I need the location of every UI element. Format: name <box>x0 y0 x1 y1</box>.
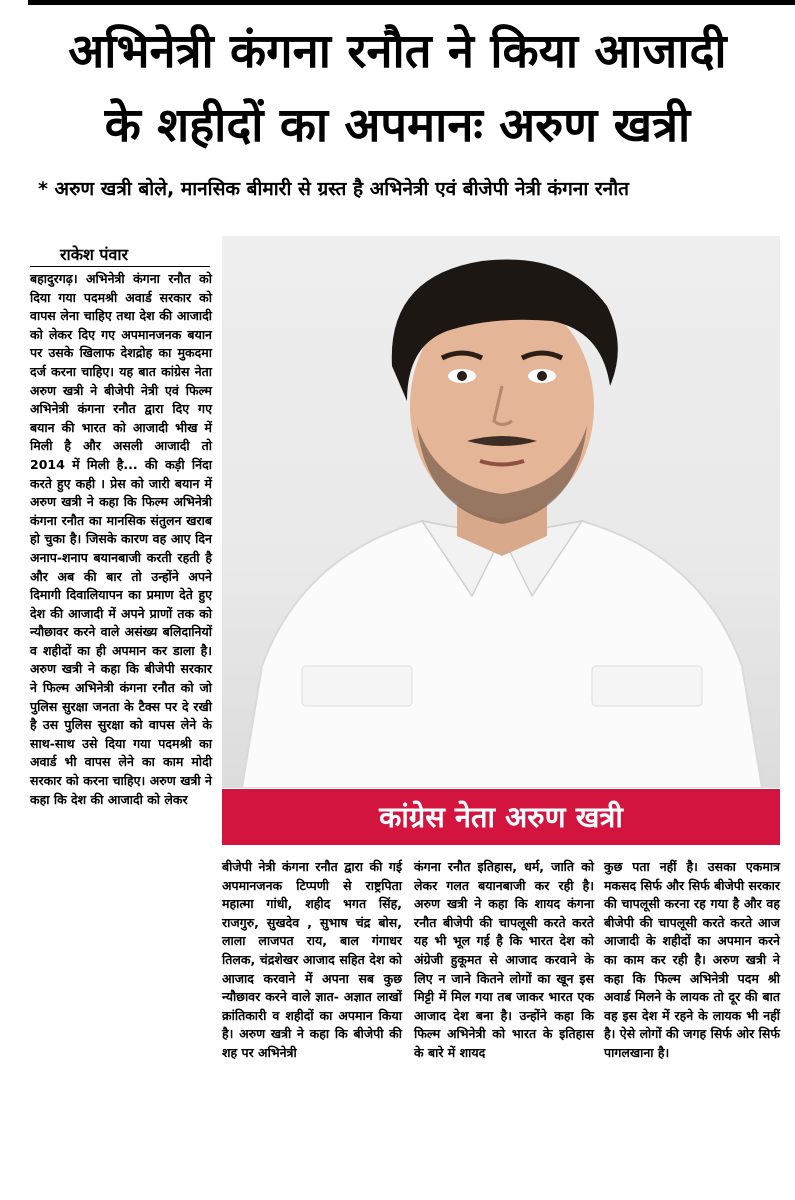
article-text-col2: बीजेपी नेत्री कंगना रनौत द्वारा की गई अपमानजनक टिप्पणी से राष्ट्रपिता महात्मा गांधी, शहीद भगत सिंह, राजगुरु, सुखदेव , सुभाष चंद्र बोस, लाला लाजपत राय, बाल गंगाधर तिलक, चंद्रशेखर आजाद सहित देश को आजाद करवाने में अपना सब कुछ न्यौछावर करने वाले ज्ञात- अज्ञात लाखों क्रांतिकारी व शहीदों का अपमान किया है। अरुण खत्री ने कहा कि बीजेपी की शह पर अभिनेत्री <box>222 859 402 1060</box>
article-column-4 <box>604 858 780 1063</box>
article-column-3 <box>414 858 594 1063</box>
subheadline: * अरुण खत्री बोले, मानसिक बीमारी से ग्रस्त है अभिनेत्री एवं बीजेपी नेत्री कंगना रनौत <box>38 178 629 200</box>
photo-caption: कांग्रेस नेता अरुण खत्री <box>222 789 780 845</box>
article-column-1 <box>30 270 212 809</box>
top-rule <box>28 0 795 5</box>
byline: राकेश पंवार <box>60 245 129 264</box>
headline-line-2: के शहीदों का अपमानः अरुण खत्री <box>104 98 691 153</box>
article-column-2 <box>222 858 402 1063</box>
portrait-illustration <box>222 236 780 788</box>
byline-rule <box>30 266 210 267</box>
article-text-col1: बहादुरगढ़। अभिनेत्री कंगना रनौत को दिया गया पदमश्री अवार्ड सरकार को वापस लेना चाहिए तथा देश की आजादी को लेकर दिए गए अपमानजनक बयान पर उसके खिलाफ देशद्रोह का मुकदमा दर्ज करना चाहिए। यह बात कांग्रेस नेता अरुण खत्री ने बीजेपी नेत्री एवं फिल्म अभिनेत्री कंगना रनौत द्वारा दिए गए बयान की भारत को आजादी भीख में मिली है और असली आजादी तो 2014 में मिली है... की कड़ी निंदा करते हुए कही । प्रेस को जारी बयान में अरुण खत्री ने कहा कि फिल्म अभिनेत्री कंगना रनौत का मानसिक संतुलन खराब हो चुका है। जिसके कारण वह आए दिन अनाप-शनाप बयानबाजी करती रहती है और अब की बार तो उन्होंने अपने दिमागी दिवालियापन का प्रमाण देते हुए देश की आजादी में अपने प्राणों तक को न्यौछावर करने वाले असंख्य बलिदानियों व शहीदों का ही अपमान कर डाला है। अरुण खत्री ने कहा कि बीजेपी सरकार ने फिल्म अभिनेत्री कंगना रनौत को जो पुलिस सुरक्षा जनता के टैक्स पर दे रखी है उस पुलिस सुरक्षा को वापस लेने के साथ-साथ उसे दिया गया पदमश्री का अवार्ड भी वापस लेने का काम मोदी सरकार को करना चाहिए। अरुण खत्री ने कहा कि देश की आजादी को लेकर <box>30 271 212 807</box>
article-text-col4: कुछ पता नहीं है। उसका एकमात्र मकसद सिर्फ और सिर्फ बीजेपी सरकार की चापलूसी करना रह गया है और वह बीजेपी की चापलूसी करते करते आज आजादी के शहीदों का अपमान करने का काम कर रही है। अरुण खत्री ने कहा कि फिल्म अभिनेत्री पदम श्री अवार्ड मिलने के लायक तो दूर की बात वह इस देश में रहने के लायक भी नहीं है। ऐसे लोगों की जगह सिर्फ ओर सिर्फ पागलखाना है। <box>604 859 780 1060</box>
headline-line-1: अभिनेत्री कंगना रनौत ने किया आजादी <box>68 24 727 79</box>
article-text-col3: कंगना रनौत इतिहास, धर्म, जाति को लेकर गलत बयानबाजी कर रही है। अरुण खत्री ने कहा कि शायद कंगना रनौत बीजेपी की चापलूसी करते करते यह भी भूल गई है कि भारत देश को अंग्रेजी हुकूमत से आजाद करवाने के लिए न जाने कितने लोगों का खून इस मिट्टी में मिल गया तब जाकर भारत एक आजाद देश बना है। उन्होंने कहा कि फिल्म अभिनेत्री को भारत के इतिहास के बारे में शायद <box>414 859 594 1060</box>
portrait-photo <box>222 236 780 788</box>
